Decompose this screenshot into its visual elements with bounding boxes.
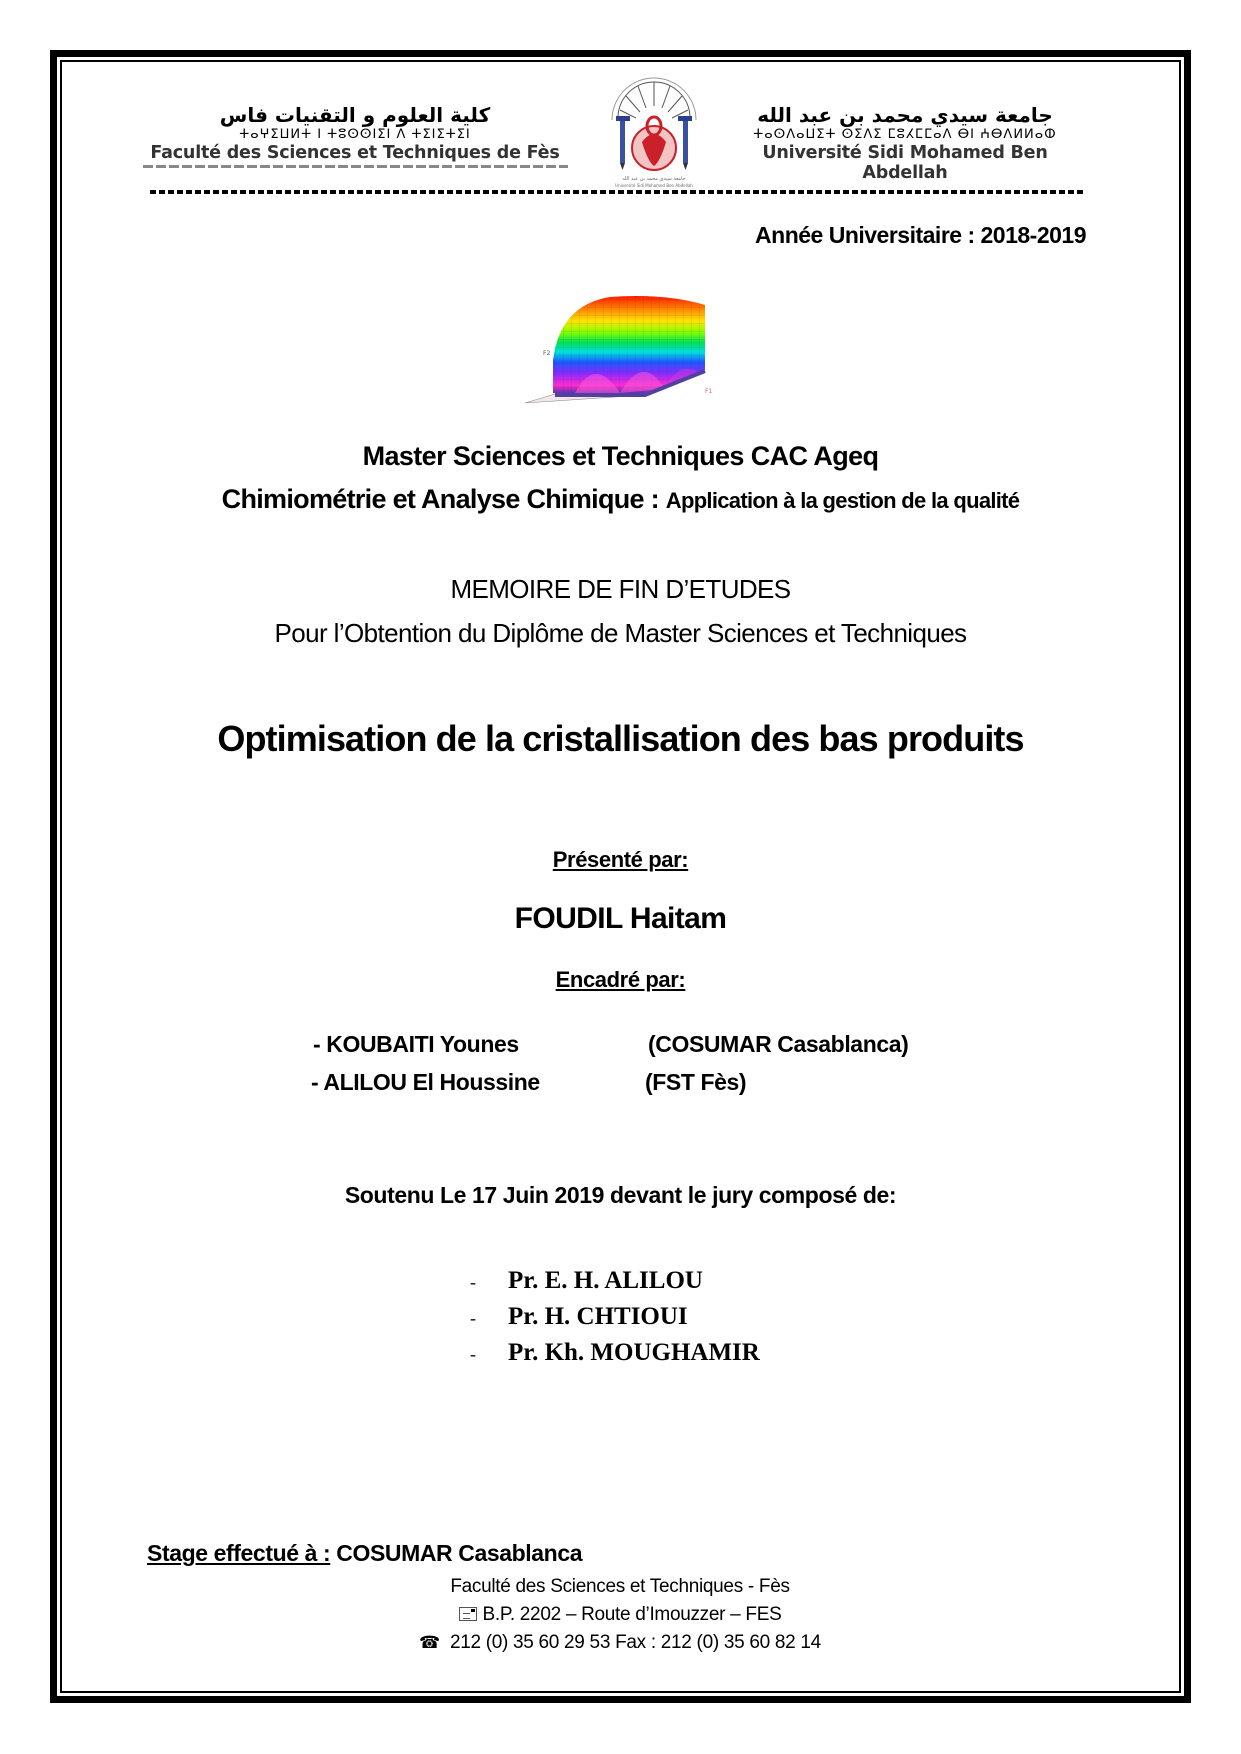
address-postal: [380, 1604, 860, 1626]
faculty-name-tifinagh: ⵜⴰⵖⵉⵡⵍⵜ ⵏ ⵜⵓⵙⵙⵏⵉⵏ ⴷ ⵜⵉⵏⵉⵜⵉⵏ: [239, 127, 471, 142]
list-bullet: -: [470, 1272, 476, 1292]
supervisor-affiliation: (COSUMAR Casablanca): [648, 1031, 909, 1057]
address-postal-text: B.P. 2202 – Route d’Imouzzer – FES: [482, 1604, 782, 1625]
presented-by-label: Présenté par:: [552, 847, 689, 872]
program-name: Master Sciences et Techniques CAC Ageq: [362, 441, 879, 471]
supervised-by-label: Encadré par:: [555, 967, 686, 992]
faculty-underline-decoration: [143, 165, 568, 168]
mail-icon: [459, 1607, 477, 1621]
supervisor-name: - ALILOU El Houssine: [311, 1069, 540, 1095]
jury-member: [470, 1267, 703, 1295]
thesis-purpose: Pour l’Obtention du Diplôme de Master Sciences et Techniques: [274, 618, 967, 648]
phone-fax-text: 212 (0) 35 60 29 53 Fax : 212 (0) 35 60 82 14: [449, 1632, 821, 1653]
svg-text:F1: F1: [705, 388, 713, 395]
phone-icon: ☎: [419, 1633, 440, 1652]
thesis-title: Optimisation de la cristallisation des bas produits: [217, 718, 1024, 759]
svg-text:F2: F2: [543, 350, 551, 357]
program-specialty-sub: Application à la gestion de la qualité: [665, 488, 1020, 513]
university-name-arabic: جامعة سيدي محمد بن عبد الله: [757, 103, 1053, 127]
jury-member-name: Pr. Kh. MOUGHAMIR: [508, 1339, 760, 1366]
faculty-header: [135, 103, 575, 168]
header-separator: [150, 190, 1085, 194]
jury-member: [470, 1303, 688, 1331]
academic-year: Année Universitaire : 2018-2019: [755, 222, 1086, 248]
university-header: [720, 103, 1090, 183]
jury-member: [470, 1339, 760, 1367]
university-name-tifinagh: ⵜⴰⵙⴷⴰⵡⵉⵜ ⵙⵉⴷⵉ ⵎⵓⵃⵎⵎⴰⴷ ⴱⵏ ⵄⴱⴷⵍⵍⴰⵀ: [753, 127, 1057, 142]
svg-text:Université Sidi Mohamed Ben Ab: Université Sidi Mohamed Ben Abdellah: [615, 183, 693, 188]
address-institution: Faculté des Sciences et Techniques - Fès: [450, 1576, 790, 1597]
defense-statement: Soutenu Le 17 Juin 2019 devant le jury composé de:: [344, 1182, 897, 1208]
address-phone: [380, 1632, 860, 1654]
author-name: FOUDIL Haitam: [514, 902, 727, 935]
list-bullet: -: [470, 1344, 476, 1364]
program-specialty: [0, 484, 1241, 515]
response-surface-figure: [515, 275, 720, 415]
faculty-name-arabic: كلية العلوم و التقنيات فاس: [219, 103, 491, 127]
supervisor-name: - KOUBAITI Younes: [313, 1031, 519, 1057]
internship-label: Stage effectué à :: [147, 1540, 331, 1566]
jury-member-name: Pr. E. H. ALILOU: [508, 1267, 703, 1294]
supervisor-affiliation: (FST Fès): [645, 1069, 747, 1095]
internship-location: [147, 1540, 582, 1567]
university-name-french: Université Sidi Mohamed Ben Abdellah: [762, 143, 1048, 183]
faculty-name-french: Faculté des Sciences et Techniques de Fès: [150, 143, 560, 163]
list-bullet: -: [470, 1308, 476, 1328]
thesis-type: MEMOIRE DE FIN D’ETUDES: [450, 574, 791, 604]
internship-company: COSUMAR Casablanca: [330, 1540, 583, 1566]
university-emblem-icon: [608, 70, 700, 190]
program-specialty-main: Chimiométrie et Analyse Chimique :: [221, 484, 666, 514]
svg-text:جامعة سيدي محمد بن عبد الله: جامعة سيدي محمد بن عبد الله: [622, 176, 686, 182]
jury-member-name: Pr. H. CHTIOUI: [508, 1303, 688, 1330]
